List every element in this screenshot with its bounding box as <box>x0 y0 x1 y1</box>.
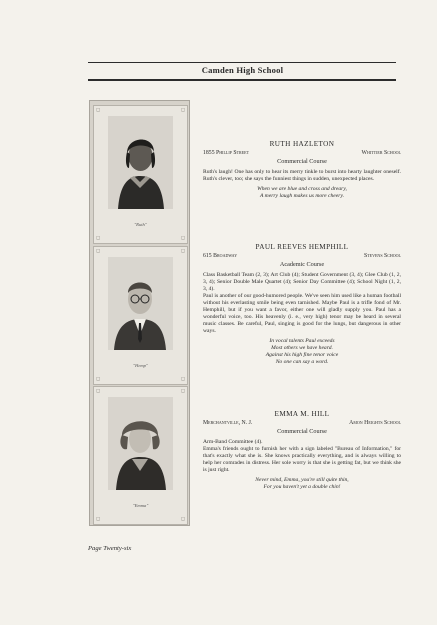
street-address: Merchantville, N. J. <box>203 420 253 426</box>
portrait-ruth-hazleton <box>108 116 173 209</box>
school-name: Whittier School <box>361 150 401 156</box>
portrait-emma-hill <box>108 397 173 490</box>
course-name: Commercial Course <box>277 158 327 166</box>
portrait-caption: "Hemp" <box>133 363 148 368</box>
entry-emma-hill <box>203 410 401 491</box>
photo-strip <box>89 100 190 526</box>
school-name: Amon Heights School <box>349 420 401 426</box>
street-address: 615 Broadway <box>203 253 238 259</box>
header-rule-top <box>88 62 396 63</box>
course-name: Academic Course <box>279 261 325 269</box>
photo-panel-ruth: ◻ ◻ ◻ ◻ "Ruth" <box>93 105 188 244</box>
verse-line: Most others we have heard. <box>271 344 333 351</box>
student-name: RUTH HAZLETON <box>269 140 335 148</box>
page-number: Page Twenty-six <box>88 545 132 552</box>
portrait-caption: "Emma" <box>132 503 149 508</box>
bio-paragraph: Emma's friends ought to furnish her with a sign labeled "Bureau of Information," for that's exactly what she is. She knows practically everything, and is always willing to help her comrades in distress. Her sole worry is that she is getting fat, but we think she is just right. <box>203 445 401 473</box>
photo-panel-paul: ◻ ◻ ◻ ◻ "Hemp" <box>93 246 188 385</box>
entry-ruth-hazleton <box>203 140 401 200</box>
verse-line: No one can say a word. <box>275 358 329 365</box>
verse-line: A merry laugh makes us more cheery. <box>259 192 345 199</box>
bio-paragraph: Paul is another of our good-humored people. We've seen him used like a human football without his everlasting smile being even tarnished. Maybe Paul is a trifle fond of Mr. Hemphill, but if you want a favor, either one will gladly supply you. Paul has a wonderful voice, too. His heavenly (i. e., very high) tenor may be heard in several music classes. Be careful, Paul, singing is good for the lungs, but dangerous in other ways. <box>203 292 401 334</box>
address-line <box>203 420 401 427</box>
activities-paragraph: Arm-Band Committee (4). <box>203 438 263 445</box>
entry-paul-hemphill <box>203 243 401 366</box>
student-name: PAUL REEVES HEMPHILL <box>255 243 349 251</box>
portrait-caption: "Ruth" <box>134 222 147 227</box>
verse <box>203 477 401 491</box>
verse-line: When we are blue and cross and dreary, <box>257 185 347 192</box>
verse-line: Against his high fine tenor voice <box>265 351 339 358</box>
activities-paragraph: Class Basketball Team (2, 3); Art Club (4); Student Government (3, 4); Glee Club (1, 2, 3, 4); Senior Double Male Quartet (4); Senior Day Committee (4); School Night (1, 2, 3, 4). <box>203 271 401 292</box>
verse-line: In vocal talents Paul exceeds <box>269 337 335 344</box>
student-name: EMMA M. HILL <box>274 410 330 418</box>
street-address: 1855 Phillip Street <box>203 150 250 156</box>
verse <box>203 186 401 200</box>
page-header-title: Camden High School <box>201 65 284 75</box>
course-name: Commercial Course <box>277 428 327 436</box>
verse-line: For you haven't yet a double chin! <box>263 483 341 490</box>
address-line <box>203 150 401 157</box>
verse-line: Never mind, Emma, you're still quite thin, <box>255 476 349 483</box>
portrait-paul-hemphill <box>108 257 173 350</box>
header-rule-bottom <box>88 79 396 81</box>
address-line <box>203 253 401 260</box>
verse <box>203 338 401 366</box>
school-name: Stevens School <box>363 253 401 259</box>
bio-paragraph: Ruth's laugh! One has only to hear its merry tinkle to burst into hearty laughter oneself. Ruth's clever, too; she says the funniest things in sudden, unexpected places. <box>203 168 401 182</box>
photo-panel-emma: ◻ ◻ ◻ ◻ "Emma" <box>93 386 188 525</box>
